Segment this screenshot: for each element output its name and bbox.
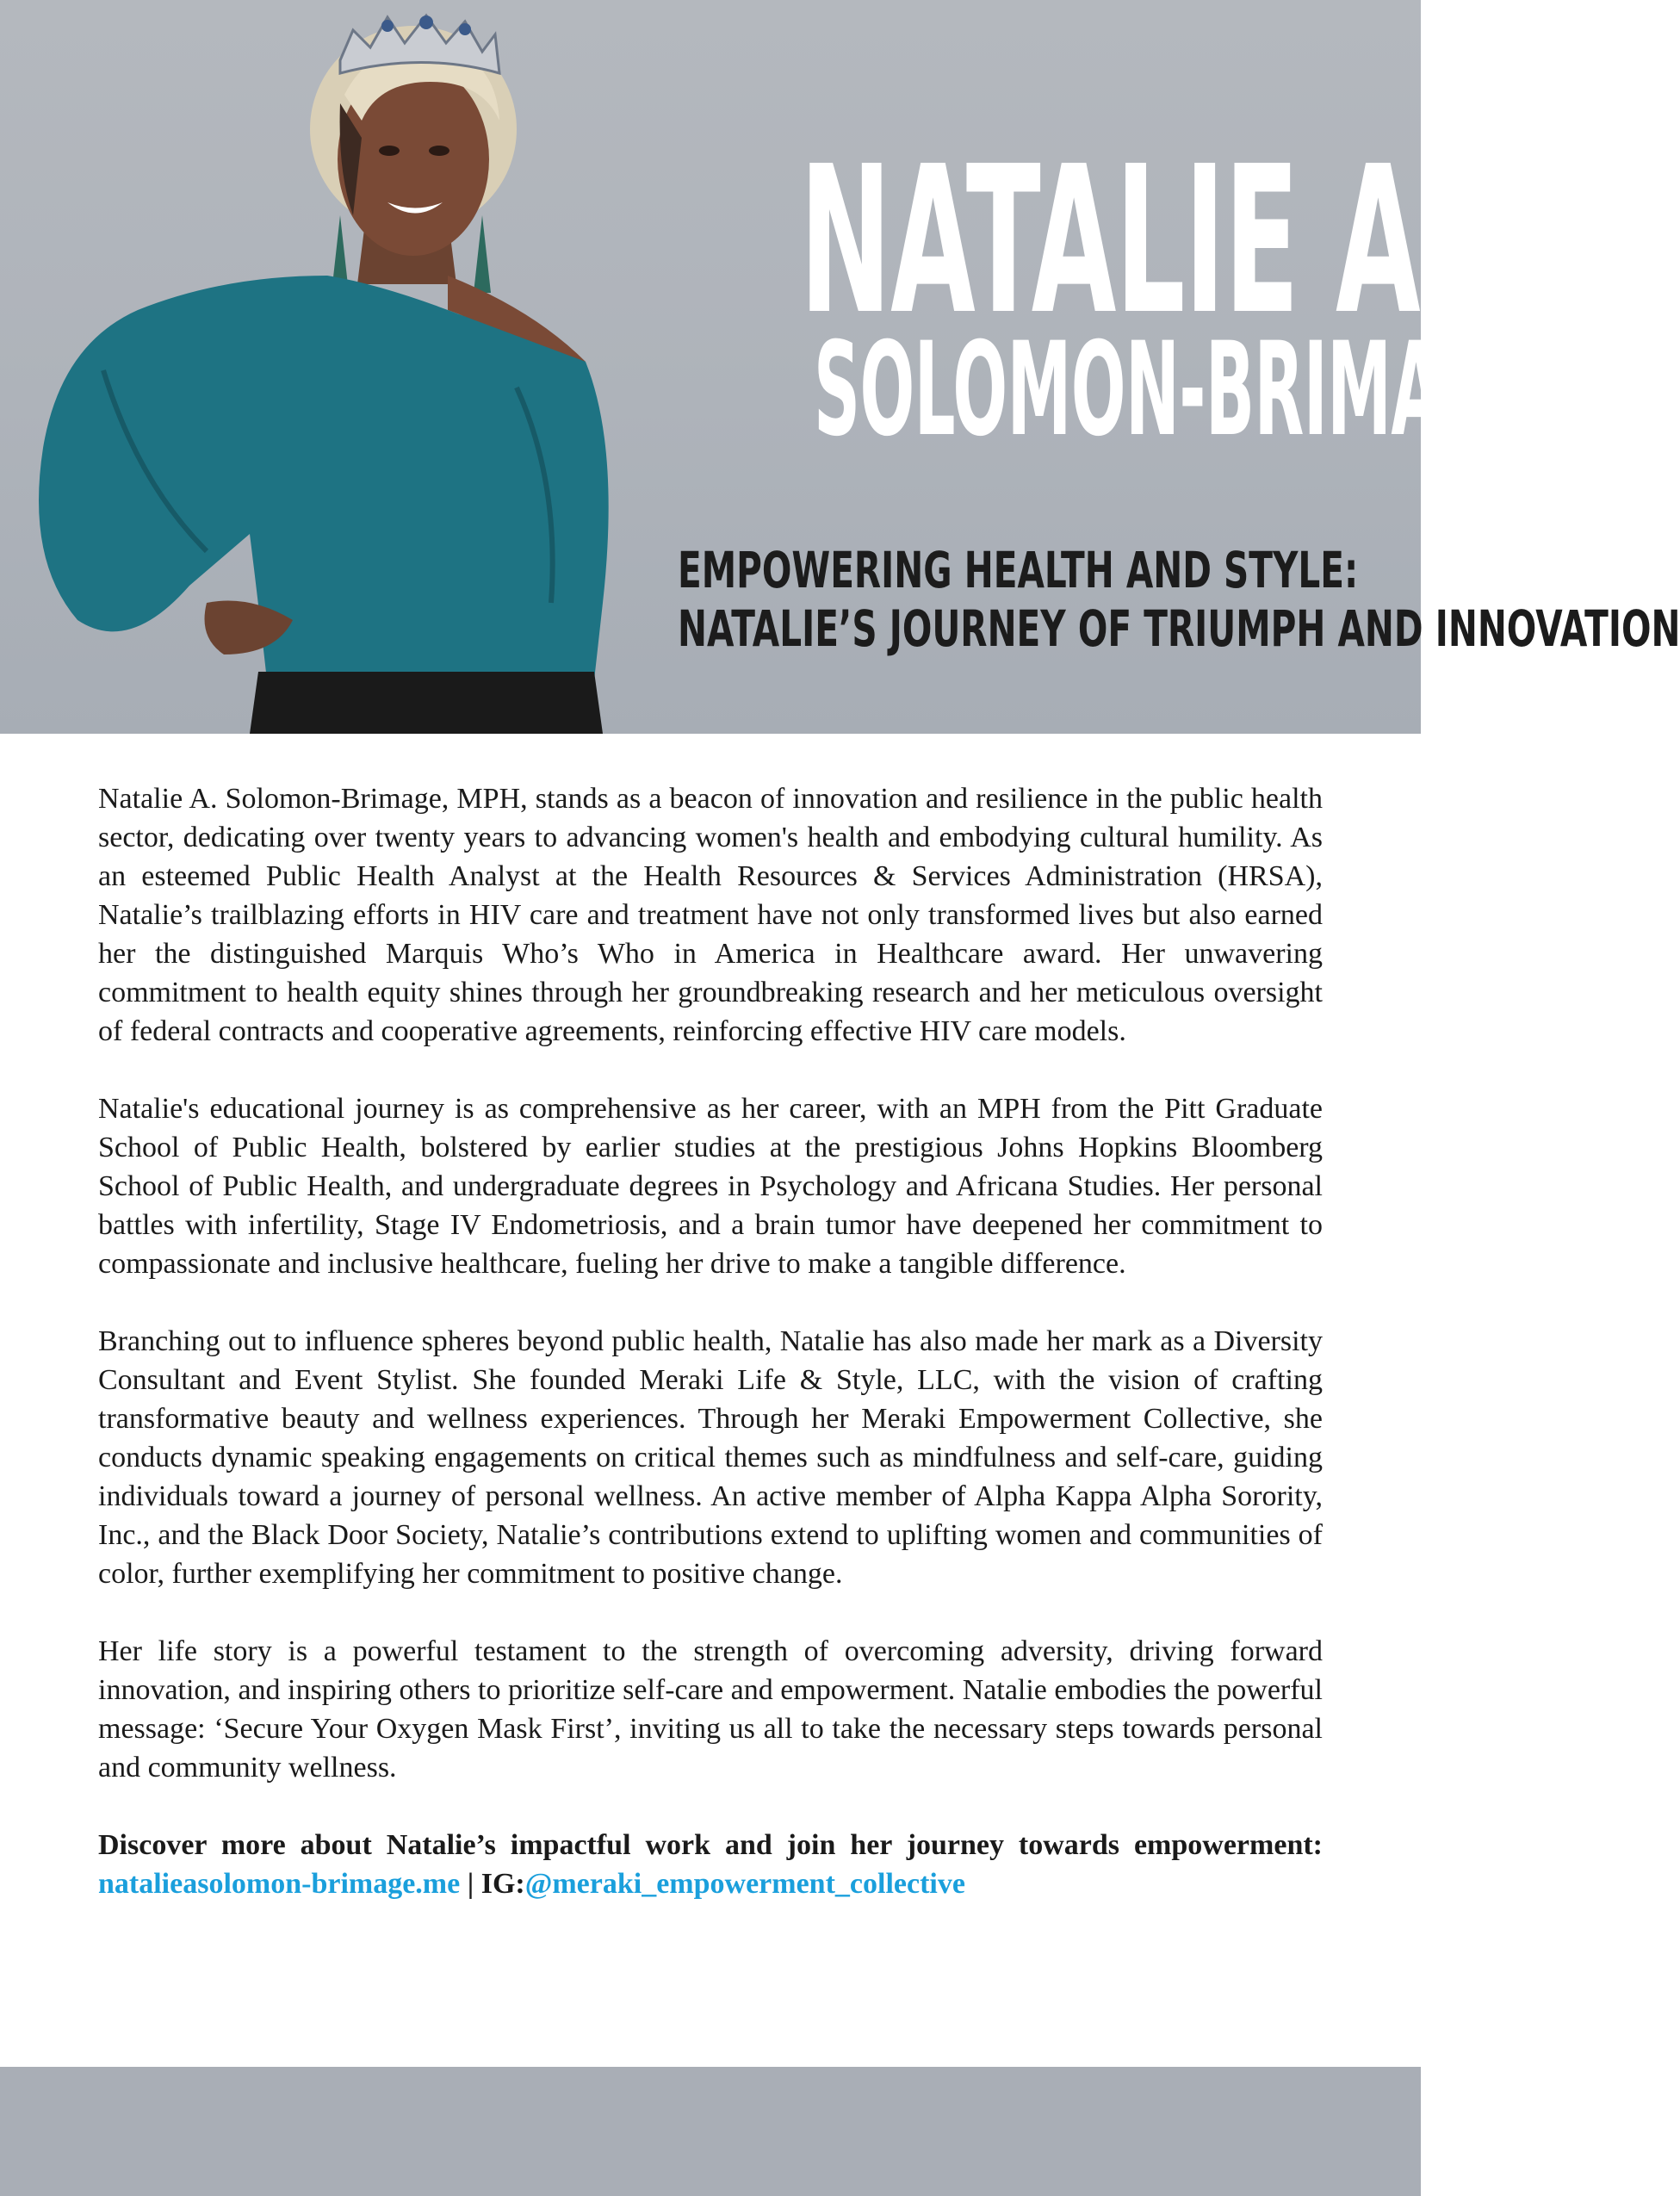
footer-band <box>0 2067 1421 2196</box>
website-link[interactable]: natalieasolomon-brimage.me <box>98 1868 461 1900</box>
tagline-line1: EMPOWERING HEALTH AND STYLE: <box>678 541 1359 599</box>
paragraph-education: Natalie's educational journey is as comprehensive as her career, with an MPH from the Pitt Graduate School of Public Health, bolstered by earlier studies at the prestigious Johns Hopkins Bloomberg School of Public Health, and undergraduate degrees in Psychology and Africana Studies. Her personal battles with infertility, Stage IV Endometriosis, and a brain tumor have deepened her commitment to compassionate and inclusive healthcare, fueling her drive to make a tangible difference. <box>98 1093 1323 1280</box>
paragraph-intro: Natalie A. Solomon-Brimage, MPH, stands as a beacon of innovation and resilience in the public health sector, dedicating over twenty years to advancing women's health and embodying cultural humility. As an esteemed Public Health Analyst at the Health Resources & Services Administration (HRSA), Natalie’s trailblazing efforts in HIV care and treatment have not only transformed lives but also earned her the distinguished Marquis Who’s Who in America in Healthcare award. Her unwavering commitment to health equity shines through her groundbreaking research and her meticulous oversight of federal contracts and cooperative agreements, reinforcing effective HIV care models. <box>98 783 1323 1047</box>
tagline-line2: NATALIE’S JOURNEY OF TRIUMPH AND INNOVATION <box>678 599 1680 658</box>
paragraph-message: Her life story is a powerful testament to the strength of overcoming adversity, driving forward innovation, and inspiring others to prioritize self-care and empowerment. Natalie embodies the powerful message: ‘Secure Your Oxygen Mask First’, inviting us all to take the necessary steps towards personal and community wellness. <box>98 1635 1323 1783</box>
instagram-link[interactable]: @meraki_empowerment_collective <box>524 1868 965 1900</box>
name-first: NATALIE A. <box>799 122 1463 359</box>
hero-banner <box>0 0 1680 734</box>
name-title <box>637 122 1537 465</box>
bio-content <box>98 779 1323 1903</box>
tagline <box>551 541 1680 658</box>
paragraph-ventures: Branching out to influence spheres beyond public health, Natalie has also made her mark as a Diversity Consultant and Event Stylist. She founded Meraki Life & Style, LLC, with the vision of crafting transformative beauty and wellness experiences. Through her Meraki Empowerment Collective, she conducts dynamic speaking engagements on critical themes such as mindfulness and self-care, guiding individuals toward a journey of personal wellness. An active member of Alpha Kappa Alpha Sorority, Inc., and the Black Door Society, Natalie’s contributions extend to uplifting women and communities of color, further exemplifying her commitment to positive change. <box>98 1325 1323 1590</box>
name-last: SOLOMON-BRIMAGE <box>814 315 1537 465</box>
call-to-action <box>98 1826 1323 1903</box>
cta-lead: Discover more about Natalie’s impactful work and join her journey towards empowerment: <box>98 1829 1323 1861</box>
cta-separator: | IG: <box>460 1868 525 1900</box>
